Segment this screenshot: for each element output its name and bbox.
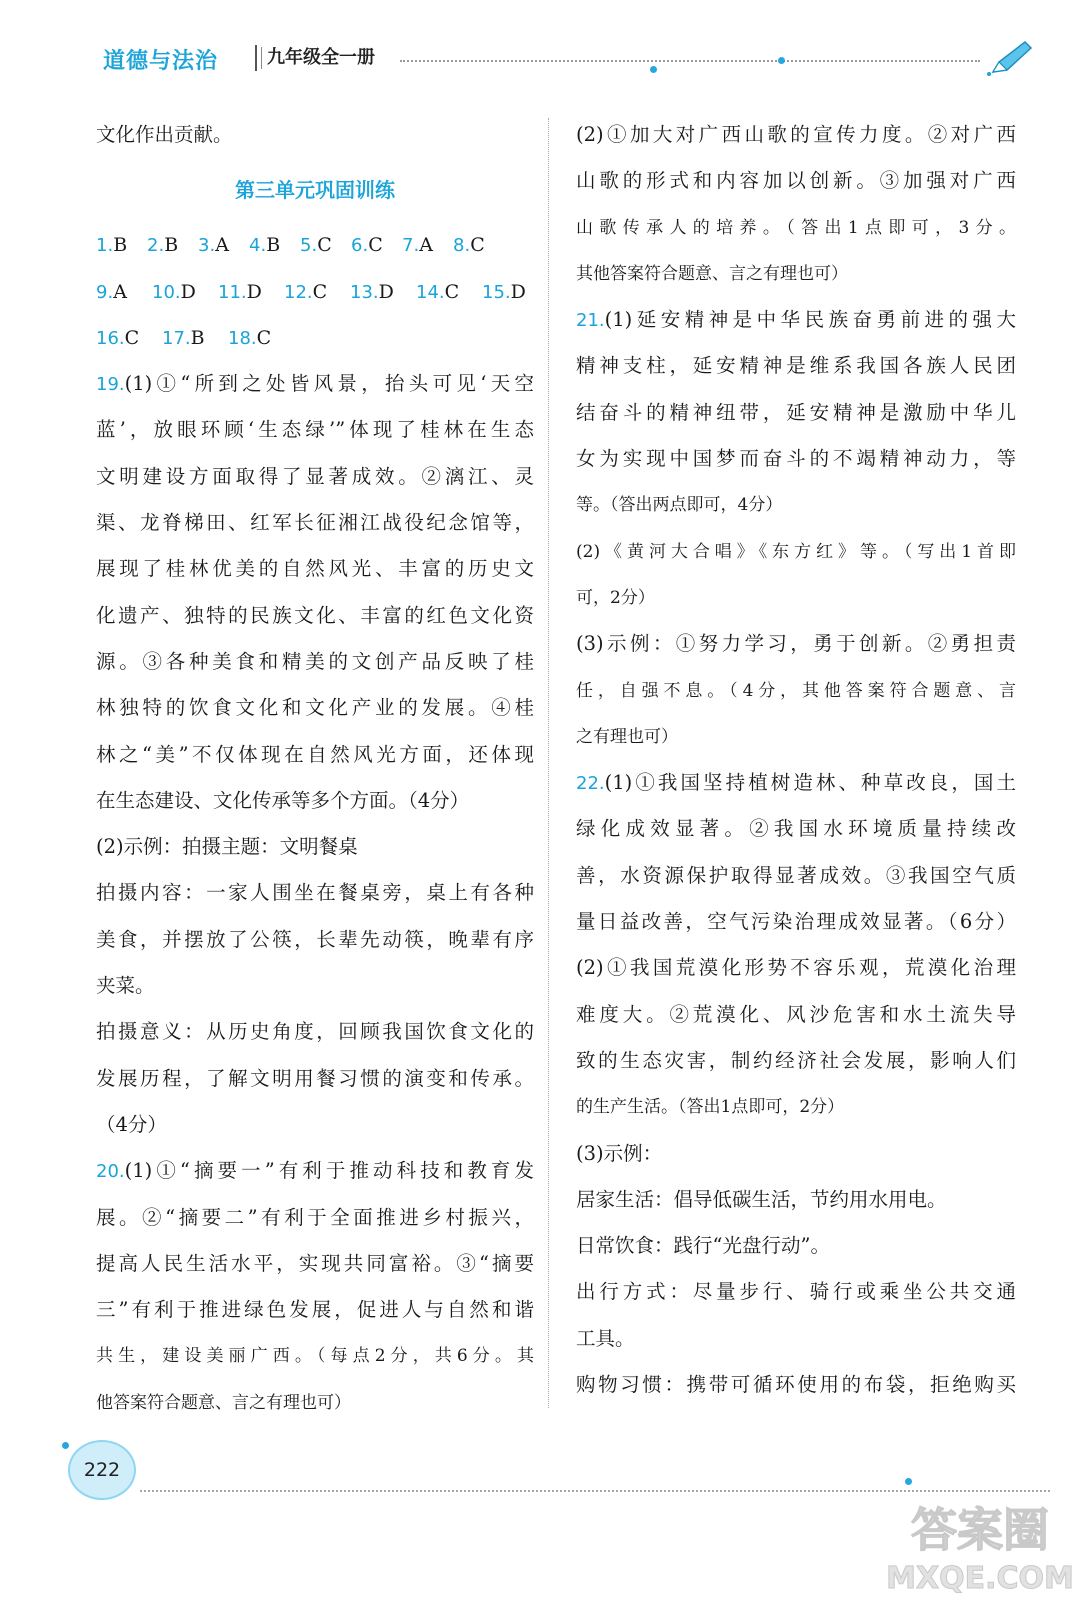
q20-number: 20. [96,1161,125,1183]
q19-part2-line: 美食，并摆放了公筷，长辈先动筷，晚辈有序 [96,927,534,951]
q20-line: 提高人民生活水平，实现共同富裕。③“摘要 [96,1251,534,1275]
answer-item: 12.C [284,280,328,303]
page-number-badge [68,1440,136,1500]
footer-dot [62,1442,69,1449]
answer-row [96,222,534,268]
q22-line: 绿化成效显著。②我国水环境质量持续改 [576,817,1016,841]
q19-part2-line: 拍摄内容：一家人围坐在餐桌旁，桌上有各种 [96,881,534,905]
q19-line: 在生态建设、文化传承等多个方面。（4分） [96,788,470,812]
q22-line: 的生产生活。（答出1点即可，2分） [576,1097,845,1118]
header-dotted-rule [400,60,980,62]
answer-item: 16.C [96,326,140,349]
q19-part2-line: (2)示例：拍摄主题：文明餐桌 [96,835,358,859]
q22-line: 购物习惯：携带可循环使用的布袋，拒绝购买 [576,1373,1016,1397]
q19-line: 渠、龙脊梯田、红军长征湘江战役纪念馆等， [96,511,534,535]
q20-part2-line: 其他答案符合题意、言之有理也可） [576,263,848,284]
q22-line: (3)示例： [576,1141,663,1165]
q19-first-line: 19.(1)①“所到之处皆风景，抬头可见‘天空 [96,372,534,396]
q19-line: 蓝’，放眼环顾‘生态绿’”体现了桂林在生态 [96,418,534,442]
intro-line: 文化作出贡献。 [96,123,233,146]
watermark-logo [880,1478,1080,1600]
grade-label: 九年级全一册 [255,45,385,71]
q21-line: 等。（答出两点即可，4分） [576,495,783,516]
q22-line: 难度大。②荒漠化、风沙危害和水土流失导 [576,1002,1016,1026]
q19-line: 林之“美”不仅体现在自然风光方面，还体现 [96,742,534,766]
answer-item: 8.C [453,234,485,257]
header-dot [778,57,785,64]
q19-line: 展现了桂林优美的自然风光、丰富的历史文 [96,557,534,581]
section-title: 第三单元巩固训练 [235,178,395,203]
page-number: 222 [83,1459,121,1481]
answer-item: 15.D [482,280,526,303]
answer-item: 4.B [249,234,281,257]
q22-line: 居家生活：倡导低碳生活，节约用水用电。 [576,1187,947,1211]
answer-item: 13.D [350,280,394,303]
q20-line: 他答案符合题意、言之有理也可） [96,1392,351,1413]
q20-line: 三”有利于推进绿色发展，促进人与自然和谐 [96,1298,534,1322]
q22-line: (2)①我国荒漠化形势不容乐观，荒漠化治理 [576,956,1016,980]
q19-part2-line: 拍摄意义：从历史角度，回顾我国饮食文化的 [96,1020,534,1044]
answer-item: 5.C [300,234,332,257]
q20-line: 共生，建设美丽广西。（每点2分，共6分。其 [96,1346,534,1367]
q21-line: (3)示例：①努力学习，勇于创新。②勇担责 [576,632,1016,656]
q21-line: 女为实现中国梦而奋斗的不竭精神动力，等 [576,447,1016,471]
svg-text:答案圈: 答案圈 [911,1503,1049,1557]
q21-number: 21. [576,310,605,332]
q22-line: 日常饮食：践行“光盘行动”。 [576,1234,830,1258]
answer-item: 6.C [351,234,383,257]
answer-item: 17.B [162,326,205,349]
answer-item: 11.D [218,280,262,303]
q20-first-line: 20.(1)①“摘要一”有利于推动科技和教育发 [96,1159,534,1183]
q22-first-line: 22.(1)①我国坚持植树造林、种草改良，国土 [576,771,1016,795]
answer-item: 1.B [96,234,128,257]
answer-item: 7.A [402,234,433,257]
q19-line: 林独特的饮食文化和文化产业的发展。④桂 [96,696,534,720]
left-column [96,112,534,1426]
answer-row [96,269,534,315]
q21-first-line: 21.(1)延安精神是中华民族奋勇前进的强大 [576,308,1016,332]
q21-line: 任，自强不息。（4分，其他答案符合题意、言 [576,680,1016,701]
header-dot [650,66,657,73]
answer-row [96,315,534,361]
q19-part2-line: 夹菜。 [96,974,155,998]
answer-item: 3.A [198,234,229,257]
q22-line: 致的生态灾害，制约经济社会发展，影响人们 [576,1048,1016,1072]
q21-line: (2)《黄河大合唱》《东方红》等。（写出1首即 [576,541,1016,562]
svg-text:MXQE.COM: MXQE.COM [886,1561,1074,1596]
answer-item: 9.A [96,280,127,303]
right-column [576,112,1016,1408]
q20-part2-line: (2)①加大对广西山歌的宣传力度。②对广西 [576,123,1016,146]
q21-line: 结奋斗的精神纽带，延安精神是激励中华儿 [576,400,1016,424]
q22-line: 量日益改善，空气污染治理成效显著。（6分） [576,910,1016,934]
answer-item: 14.C [416,280,460,303]
q22-line: 出行方式：尽量步行、骑行或乘坐公共交通 [576,1280,1016,1304]
page-footer [0,1420,1085,1600]
answer-item: 10.D [152,280,196,303]
column-divider [548,118,549,1408]
pen-icon [985,38,1035,78]
subject-title: 道德与法治 [103,49,219,74]
answer-item: 2.B [147,234,179,257]
q19-number: 19. [96,374,125,396]
q19-part2-line: 发展历程，了解文明用餐习惯的演变和传承。 [96,1066,534,1090]
q21-line: 可，2分） [576,587,655,608]
q19-part2-line: （4分） [96,1112,167,1136]
q22-line: 工具。 [576,1326,635,1350]
q22-number: 22. [576,773,605,795]
q19-line: 文明建设方面取得了显著成效。②漓江、灵 [96,464,534,488]
q20-part2-line: 山歌传承人的培养。（答出1点即可，3分。 [576,217,1016,238]
page-header [0,0,1085,90]
q20-line: 展。②“摘要二”有利于全面推进乡村振兴， [96,1205,534,1229]
answer-item: 18.C [228,326,272,349]
q22-line: 善，水资源保护取得显著成效。③我国空气质 [576,863,1016,887]
q19-line: 化遗产、独特的民族文化、丰富的红色文化资 [96,603,534,627]
q21-line: 之有理也可） [576,726,678,747]
q19-line: 源。③各种美食和精美的文创产品反映了桂 [96,649,534,673]
q21-line: 精神支柱，延安精神是维系我国各族人民团 [576,354,1016,378]
q20-part2-line: 山歌的形式和内容加以创新。③加强对广西 [576,169,1016,193]
